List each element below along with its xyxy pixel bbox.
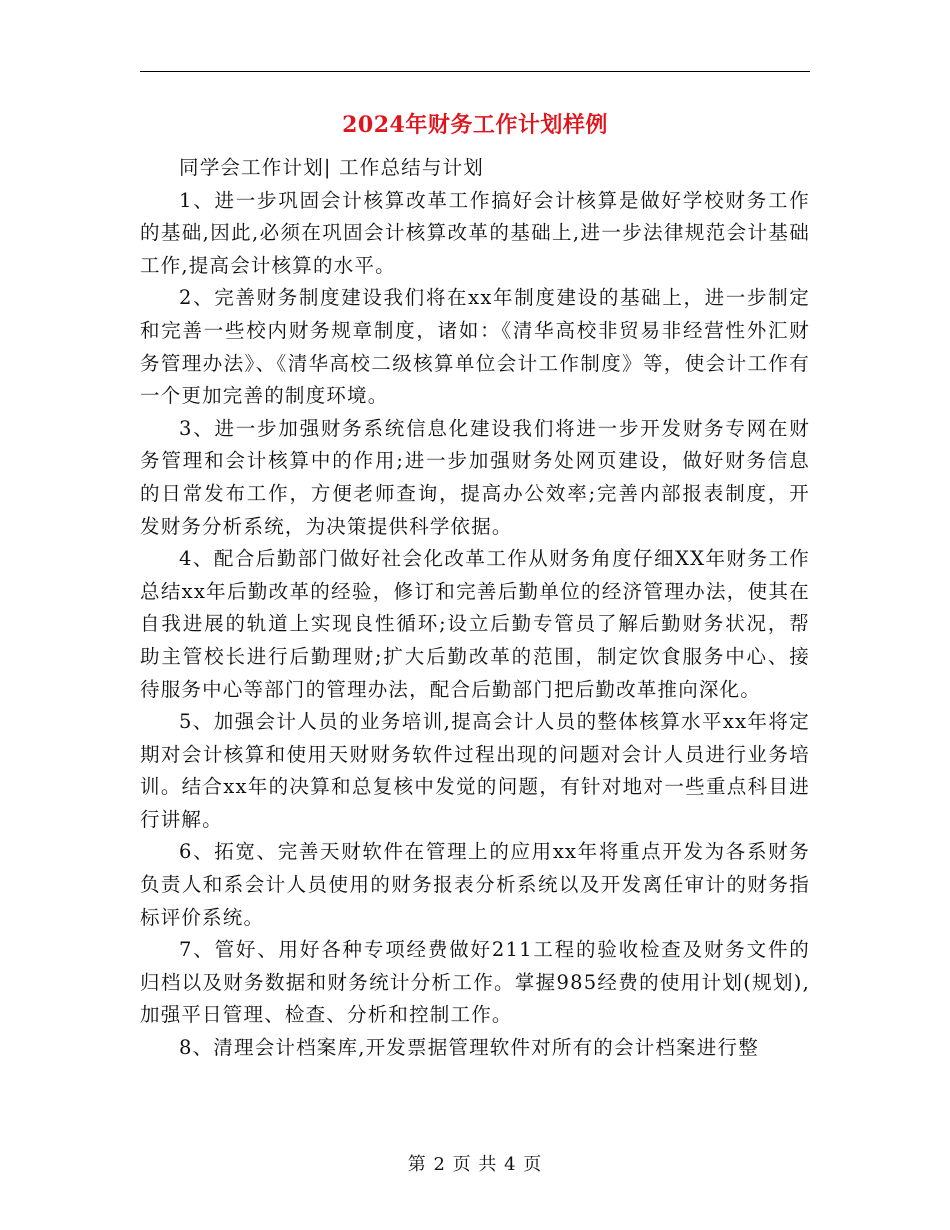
paragraph-4: 4、配合后勤部门做好社会化改革工作从财务角度仔细XX年财务工作总结xx年后勤改革的经验，修订和完善后勤单位的经济管理办法，使其在自我进展的轨道上实现良性循环;设立后勤专管员了解后勤财务状况，帮助主管校长进行后勤理财;扩大后勤改革的范围，制定饮食服务中心、接待服务中心等部门的管理办法，配合后勤部门把后勤改革推向深化。 [140, 547, 810, 701]
header-rule [140, 71, 810, 72]
paragraph-3: 3、进一步加强财务系统信息化建设我们将进一步开发财务专网在财务管理和会计核算中的作用;进一步加强财务处网页建设，做好财务信息的日常发布工作，方便老师查询，提高办公效率;完善内部报表制度，开发财务分析系统，为决策提供科学依据。 [140, 416, 810, 538]
category-line: 同学会工作计划| 工作总结与计划 [179, 156, 484, 179]
paragraph-8: 8、清理会计档案库,开发票据管理软件对所有的会计档案进行整 [179, 1036, 759, 1060]
document-title: 2024年财务工作计划样例 [342, 112, 608, 138]
paragraph-6: 6、拓宽、完善天财软件在管理上的应用xx年将重点开发为各系财务负责人和系会计人员使用的财务报表分析系统以及开发离任审计的财务指标评价系统。 [140, 840, 810, 929]
paragraph-7: 7、管好、用好各种专项经费做好211工程的验收检查及财务文件的归档以及财务数据和财务统计分析工作。掌握985经费的使用计划(规划),加强平日管理、检查、分析和控制工作。 [140, 938, 810, 1027]
document-body [140, 152, 810, 1065]
page-number-footer: 第 2 页 共 4 页 [407, 1154, 543, 1175]
paragraph-2: 2、完善财务制度建设我们将在xx年制度建设的基础上，进一步制定和完善一些校内财务规章制度，诸如：《清华高校非贸易非经营性外汇财务管理办法》、《清华高校二级核算单位会计工作制度》等，使会计工作有一个更加完善的制度环境。 [140, 286, 810, 408]
paragraph-1: 1、进一步巩固会计核算改革工作搞好会计核算是做好学校财务工作的基础,因此,必须在巩固会计核算改革的基础上,进一步法律规范会计基础工作,提高会计核算的水平。 [140, 188, 810, 277]
paragraph-5: 5、加强会计人员的业务培训,提高会计人员的整体核算水平xx年将定期对会计核算和使用天财财务软件过程出现的问题对会计人员进行业务培训。结合xx年的决算和总复核中发觉的问题，有针对地对一些重点科目进行讲解。 [140, 710, 810, 831]
